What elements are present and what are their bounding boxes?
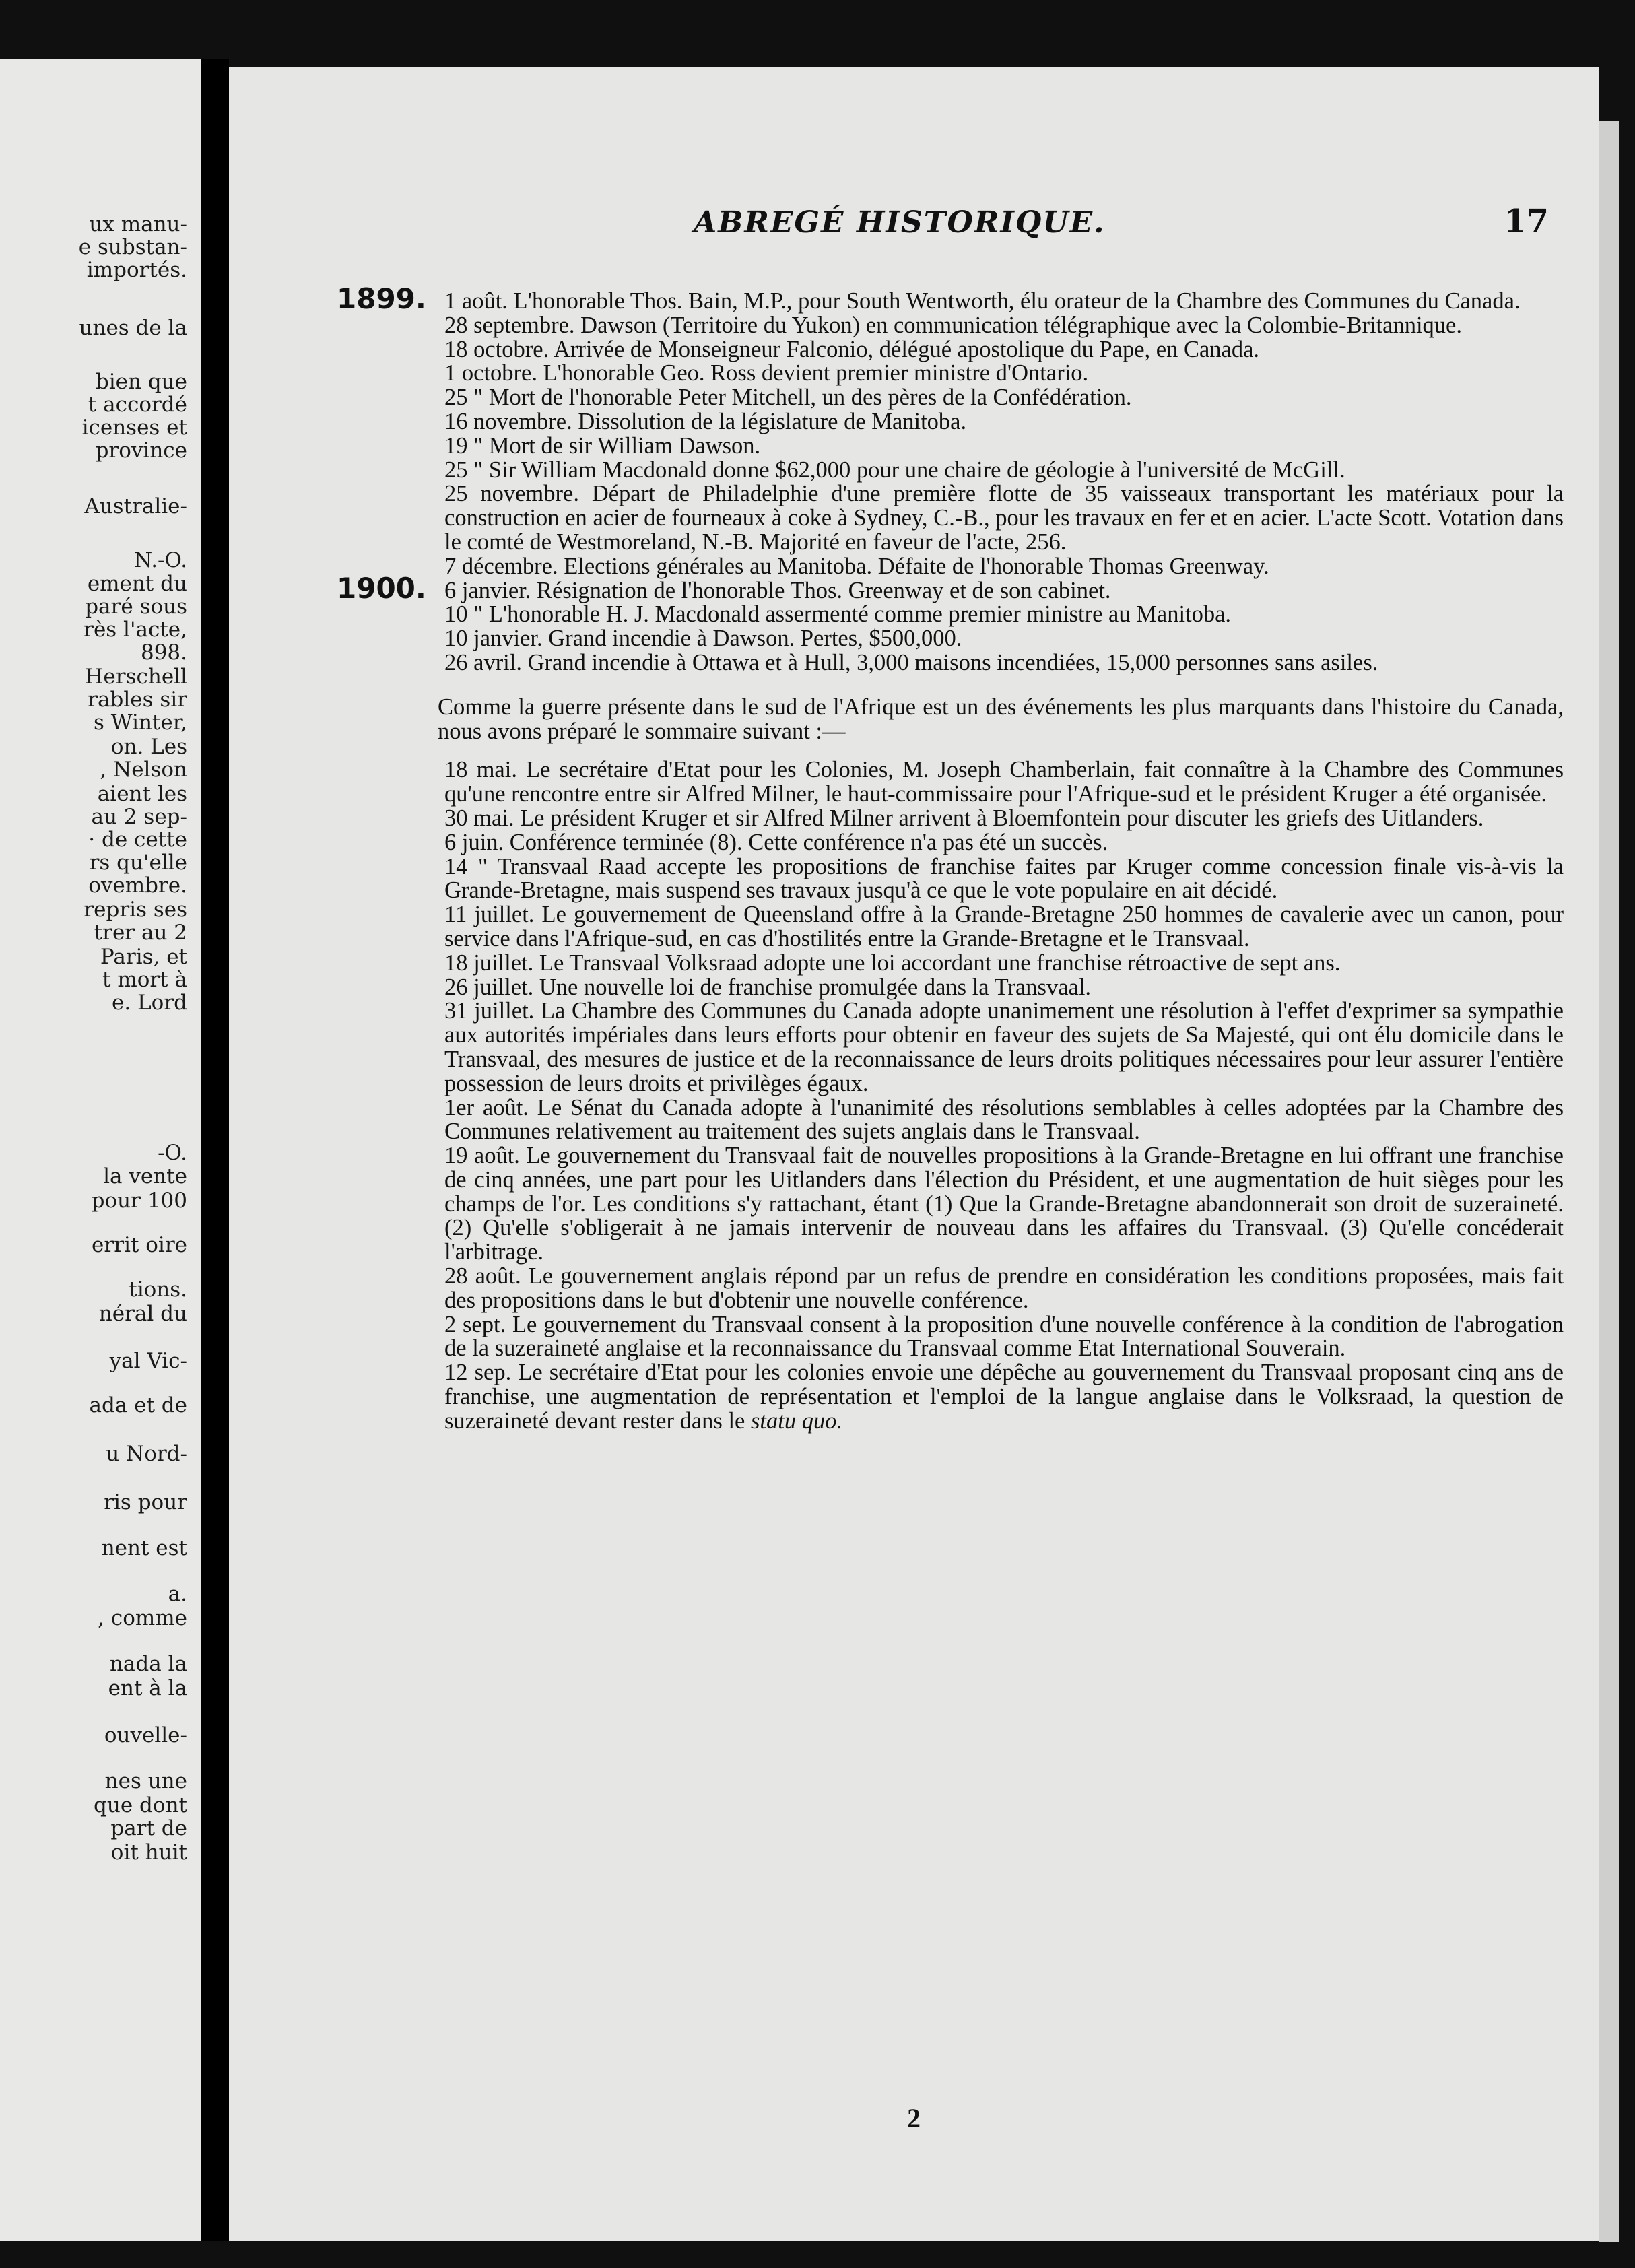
entry-text: L'honorable Geo. Ross devient premier ministre d'Ontario.: [543, 360, 1089, 387]
facing-page-line: t mort à: [102, 968, 187, 992]
facing-page-line: la vente: [103, 1164, 187, 1189]
entry-date: 6 juin.: [444, 829, 504, 855]
entry-text: Le gouvernement du Transvaal consent à la proposition d'une nouvelle conférence à la condition de l'abrogation de la suzeraineté anglaise et la reconnaissance du Transvaal comme Etat International Souverain.: [444, 1311, 1564, 1362]
facing-page-line: rès l'acte,: [84, 618, 187, 642]
facing-page-line: rables sir: [88, 688, 187, 712]
facing-page-line: ada et de: [89, 1393, 187, 1418]
facing-page-line: e. Lord: [112, 991, 187, 1015]
entry-text: Arrivée de Monseigneur Falconio, délégué apostolique du Pape, en Canada.: [553, 336, 1260, 362]
facing-page-line: oit huit: [110, 1840, 187, 1865]
facing-page-line: unes de la: [79, 316, 187, 340]
entry-text: Le président Kruger et sir Alfred Milner arrivent à Bloemfontein pour discuter les griefs des Uitlanders.: [520, 805, 1484, 831]
entry-text: Le gouvernement anglais répond par un refus de prendre en considération les conditions proposées, mais fait des propositions dans le but d'obtenir une nouvelle conférence.: [444, 1263, 1564, 1313]
facing-page-line: ouvelle-: [104, 1723, 187, 1747]
entry-text: Grand incendie à Ottawa et à Hull, 3,000 maisons incendiées, 15,000 personnes sans asiles.: [527, 649, 1378, 675]
entries-1899: [229, 282, 1599, 579]
entry-date: 25 ": [444, 385, 483, 411]
entry-text: Départ de Philadelphie d'une première flotte de 35 vaisseaux transportant les matériaux pour la construction en acier de fourneaux à coke à Sydney, C.-B., pour les travaux en fer et en acier. L'acte Scott. Votation dans le comté de Westmoreland, N.-B. Majorité en faveur de l'acte, 256.: [444, 481, 1564, 555]
entry-text: Transvaal Raad accepte les propositions de franchise faites par Kruger comme concession finale vis-à-vis la Grande-Bretagne, mais suspend ses travaux jusqu'à ce que le vote populaire en ait décidé.: [444, 853, 1564, 904]
facing-page-line: ovembre.: [88, 873, 187, 898]
entry-text: Dawson (Territoire du Yukon) en communication télégraphique avec la Colombie-Britannique.: [580, 312, 1462, 338]
entry-date: 10 ": [444, 601, 483, 628]
entry-date: 14 ": [444, 853, 488, 879]
chronology-entry: [229, 571, 1599, 605]
facing-page-line: repris ses: [84, 898, 187, 922]
entry-text: Le Transvaal Volksraad adopte une loi accordant une franchise rétroactive de sept ans.: [539, 949, 1341, 976]
facing-page-line: pour 100: [91, 1189, 187, 1213]
entry-date: 25 ": [444, 457, 483, 483]
facing-page-line: néral du: [98, 1302, 187, 1326]
book-gutter: [201, 59, 229, 2241]
chronology-entry: [229, 434, 1599, 459]
page-header: [229, 205, 1599, 246]
entry-text: Sir William Macdonald donne $62,000 pour une chaire de géologie à l'université de McGill.: [488, 457, 1345, 483]
facing-page-line: nada la: [109, 1652, 187, 1676]
facing-page-line: nent est: [101, 1536, 187, 1560]
entry-date: 25 novembre.: [444, 481, 579, 507]
facing-page-line: , Nelson: [100, 758, 187, 782]
facing-page-line: Australie-: [84, 494, 187, 519]
facing-page-line: bien que: [95, 370, 187, 394]
page-edge: [1599, 121, 1619, 2242]
facing-page-line: part de: [110, 1816, 187, 1840]
entry-text: Le secrétaire d'Etat pour les colonies envoie une dépêche au gouvernement du Transvaal proposant cinq ans de franchise, une augmentation de représentation et l'emploi de la langue anglaise dans le Volksraad, la question de suzeraineté devant rester dans le: [444, 1360, 1564, 1434]
facing-page-line: t accordé: [88, 393, 187, 417]
running-title: ABREGÉ HISTORIQUE.: [694, 205, 1106, 240]
facing-page-line: -O.: [158, 1141, 187, 1165]
chronology-entry: [229, 807, 1599, 831]
chronology-entry: [229, 855, 1599, 904]
chronology-entry: [229, 386, 1599, 410]
chronology-entry: [229, 651, 1599, 675]
entry-date: 18 mai.: [444, 757, 517, 783]
facing-page-line: N.-O.: [134, 548, 187, 572]
entry-italic-tail: statu quo.: [751, 1407, 843, 1434]
facing-page-line: errit oire: [92, 1233, 187, 1257]
facing-page-line: Paris, et: [100, 945, 187, 969]
entry-date: 2 sept.: [444, 1311, 506, 1337]
war-intro-paragraph: Comme la guerre présente dans le sud de l'Afrique est un des événements les plus marquants dans l'histoire du Canada, nous avons préparé le sommaire suivant :—: [438, 694, 1564, 744]
entry-date: 18 octobre.: [444, 336, 549, 362]
year-label: 1899.: [337, 282, 426, 315]
war-entries: [229, 758, 1599, 1433]
facing-page-line: 898.: [140, 640, 187, 665]
signature-mark: 2: [907, 2103, 921, 2133]
entry-date: 18 juillet.: [444, 949, 534, 976]
facing-page-line: a.: [168, 1582, 187, 1606]
entry-text: L'honorable H. J. Macdonald assermenté comme premier ministre au Manitoba.: [488, 601, 1232, 628]
facing-page-line: icenses et: [81, 415, 187, 440]
facing-page-line: aient les: [97, 782, 187, 806]
entry-text: Le gouvernement de Queensland offre à la Grande-Bretagne 250 hommes de cavalerie avec un canon, pour service dans l'Afrique-sud, en cas d'hostilités entre la Grande-Bretagne et le Transvaal.: [444, 902, 1564, 952]
entry-text: Mort de l'honorable Peter Mitchell, un des pères de la Confédération.: [488, 385, 1132, 411]
entry-date: 1 octobre.: [444, 360, 537, 387]
entry-date: 11 juillet.: [444, 902, 535, 928]
facing-page-line: importés.: [86, 258, 187, 282]
facing-page-line: paré sous: [85, 595, 187, 619]
entry-date: 10 janvier.: [444, 626, 543, 652]
entry-date: 1 août.: [444, 288, 508, 314]
facing-page-line: on. Les: [110, 735, 187, 759]
facing-page-fragment: [0, 59, 201, 2241]
chronology-entry: [229, 1313, 1599, 1362]
chronology-entry: [229, 949, 1599, 976]
entry-date: 7 décembre.: [444, 553, 558, 579]
facing-page-line: , comme: [98, 1606, 187, 1630]
facing-page-line: ent à la: [108, 1676, 187, 1700]
entry-text: L'honorable Thos. Bain, M.P., pour South Wentworth, élu orateur de la Chambre des Communes du Canada.: [513, 288, 1521, 314]
chronology-entry: [229, 603, 1599, 627]
entry-text: Résignation de l'honorable Thos. Greenway et de son cabinet.: [537, 577, 1111, 603]
chronology-entry: [229, 555, 1599, 579]
chronology-entry: [229, 282, 1599, 315]
entry-date: 26 avril.: [444, 649, 522, 675]
entry-date: 12 sep.: [444, 1360, 512, 1386]
entry-text: Grand incendie à Dawson. Pertes, $500,000.: [548, 626, 962, 652]
entry-text: Le Sénat du Canada adopte à l'unanimité des résolutions semblables à celles adoptées par la Chambre des Communes relativement au traitement des sujets anglais dans le Transvaal.: [444, 1094, 1564, 1145]
chronology-entry: [229, 338, 1599, 362]
year-label: 1900.: [337, 571, 426, 605]
chronology-entry: [229, 1096, 1599, 1145]
entry-date: 28 août.: [444, 1263, 521, 1290]
chronology-entry: [229, 482, 1599, 554]
chronology-entry: [229, 831, 1599, 855]
entry-date: 19 ": [444, 432, 483, 459]
entry-date: 28 septembre.: [444, 312, 575, 338]
facing-page-line: e substan-: [78, 235, 187, 259]
page-number: 17: [1504, 203, 1549, 240]
facing-page-line: s Winter,: [93, 710, 187, 735]
facing-page-line: au 2 sep-: [91, 805, 187, 829]
facing-page-line: · de cette: [88, 828, 187, 852]
facing-page-line: ris pour: [104, 1490, 187, 1514]
facing-page-line: rs qu'elle: [89, 850, 187, 875]
facing-page-line: Herschell: [85, 665, 187, 689]
chronology-entry: [229, 999, 1599, 1096]
entries-1900: [229, 571, 1599, 675]
entry-date: 19 août.: [444, 1143, 520, 1169]
facing-page-line: province: [95, 438, 187, 463]
chronology-entry: [229, 1361, 1599, 1433]
chronology-entry: [229, 1265, 1599, 1313]
entry-text: Conférence terminée (8). Cette conférence n'a pas été un succès.: [509, 829, 1108, 855]
entry-text: Une nouvelle loi de franchise promulgée dans la Transvaal.: [539, 974, 1092, 1000]
entry-date: 26 juillet.: [444, 974, 534, 1000]
facing-page-line: nes une: [104, 1769, 187, 1793]
page-17: [229, 67, 1599, 2241]
entry-date: 6 janvier.: [444, 577, 531, 603]
chronology-entry: [229, 976, 1599, 1000]
entry-date: 1er août.: [444, 1094, 529, 1121]
chronology-entry: [229, 459, 1599, 483]
entry-text: La Chambre des Communes du Canada adopte unanimement une résolution à l'effet d'exprimer sa sympathie aux autorités impériales dans leurs efforts pour obtenir en faveur des sujets de Sa Majesté, qui ont élu domicile dans le Transvaal, des mesures de justice et de la reconnaissance de leurs droits politiques nécessaires pour leur assurer l'entière possession de leurs droits et privilèges égaux.: [444, 998, 1564, 1096]
entry-date: 31 juillet.: [444, 998, 535, 1024]
chronology-entry: [229, 627, 1599, 651]
entry-text: Dissolution de la législature de Manitoba.: [578, 408, 967, 434]
entry-date: 16 novembre.: [444, 408, 572, 434]
chronology-entry: [229, 410, 1599, 434]
facing-page-line: trer au 2: [94, 921, 187, 945]
facing-page-line: u Nord-: [106, 1442, 187, 1466]
chronology-entry: [229, 1144, 1599, 1265]
chronology-entry: [229, 362, 1599, 386]
chronology-entry: [229, 903, 1599, 952]
chronology-entry: [229, 758, 1599, 807]
facing-page-line: ement du: [87, 572, 187, 596]
facing-page-line: tions.: [129, 1277, 187, 1302]
entry-text: Le gouvernement du Transvaal fait de nouvelles propositions à la Grande-Bretagne en lui offrant une franchise de cinq années, une part pour les Uitlanders dans l'élection du Président, et une augmentation de huit sièges pour les champs de l'or. Les conditions s'y rattachant, étant (1) Que la Grande-Bretagne abandonnerait son droit de suzeraineté. (2) Qu'elle s'obligerait à ne jamais intervenir de nouveau dans les affaires du Transvaal. (3) Qu'elle concéderait l'arbitrage.: [444, 1143, 1564, 1265]
entry-text: Le secrétaire d'Etat pour les Colonies, M. Joseph Chamberlain, fait connaître à la Chambre des Communes qu'une rencontre entre sir Alfred Milner, le haut-commissaire pour l'Afrique-sud et le président Kruger a été organisée.: [444, 757, 1564, 807]
entry-text: Mort de sir William Dawson.: [488, 432, 761, 459]
facing-page-line: que dont: [94, 1793, 187, 1817]
entry-text: Elections générales au Manitoba. Défaite de l'honorable Thomas Greenway.: [564, 553, 1269, 579]
chronology-entry: [229, 314, 1599, 338]
facing-page-line: yal Vic-: [109, 1349, 187, 1373]
entry-date: 30 mai.: [444, 805, 514, 831]
page-body: [229, 282, 1599, 1434]
facing-page-line: ux manu-: [89, 212, 187, 236]
